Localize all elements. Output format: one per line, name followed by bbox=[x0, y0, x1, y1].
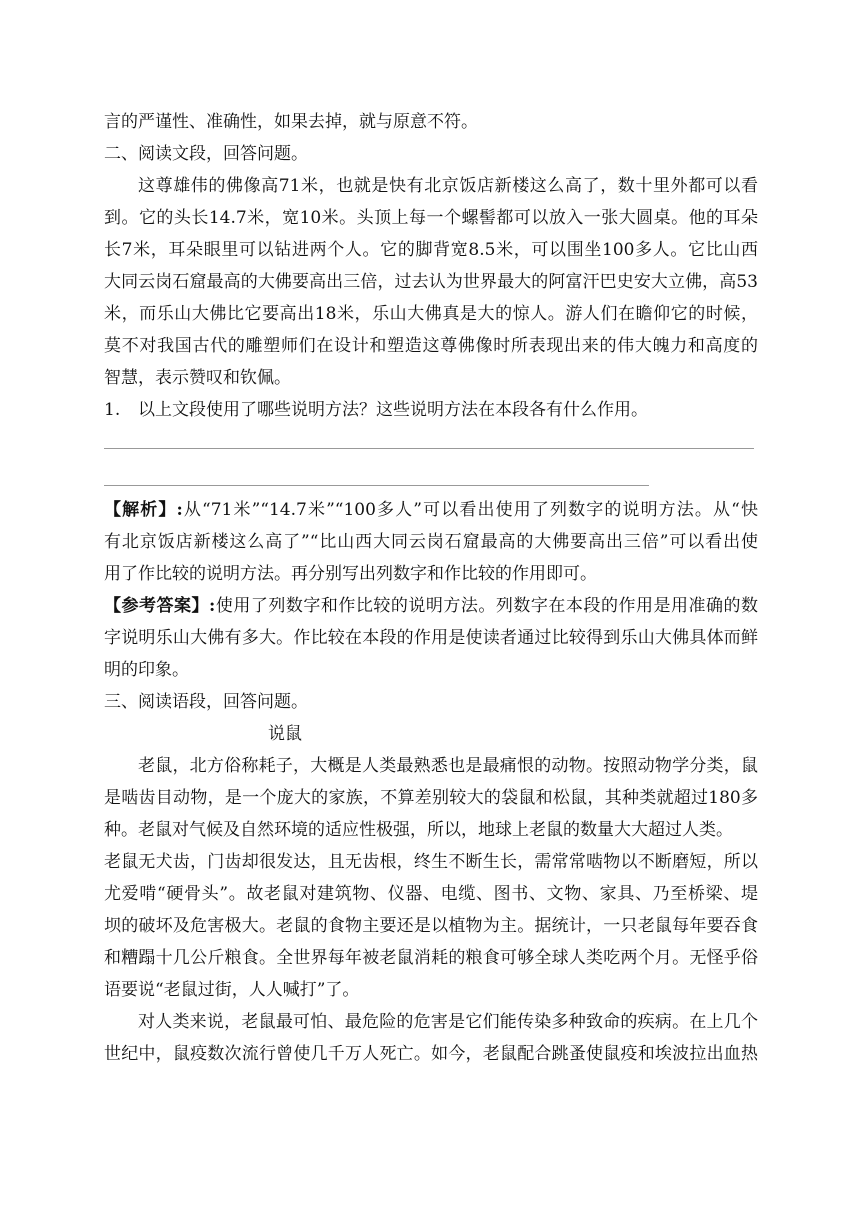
text-line: 老鼠，北方俗称耗子，大概是人类最熟悉也是最痛恨的动物。按照动物学分类，鼠 bbox=[138, 756, 758, 776]
text-line: 是啮齿目动物，是一个庞大的家族，不算差别较大的袋鼠和松鼠，其种类就超过180多 bbox=[104, 788, 758, 808]
text-line: 和糟蹋十几公斤粮食。全世界每年被老鼠消耗的粮食可够全球人类吃两个月。无怪乎俗 bbox=[104, 948, 758, 968]
section-heading: 三、阅读语段，回答问题。 bbox=[104, 692, 308, 712]
text-line: 到。它的头长14.7米，宽10米。头顶上每一个螺髻都可以放入一张大圆桌。他的耳朵 bbox=[104, 208, 758, 228]
article-paragraph bbox=[104, 750, 758, 846]
text-line: 莫不对我国古代的雕塑师们在设计和塑造这尊佛像时所表现出来的伟大魄力和高度的 bbox=[104, 336, 758, 356]
text-line: 世纪中，鼠疫数次流行曾使几千万人死亡。如今，老鼠配合跳蚤使鼠疫和埃波拉出血热 bbox=[104, 1044, 758, 1064]
answer-line[interactable] bbox=[104, 485, 649, 486]
article-paragraph bbox=[104, 1006, 758, 1070]
text-line: 字说明乐山大佛有多大。作比较在本段的作用是使读者通过比较得到乐山大佛具体而鲜 bbox=[104, 628, 758, 648]
analysis-tag: 【解析】: bbox=[104, 500, 183, 520]
text-line: 这尊雄伟的佛像高71米，也就是快有北京饭店新楼这么高了，数十里外都可以看 bbox=[138, 176, 758, 196]
text-line: 明的印象。 bbox=[104, 660, 189, 680]
text-line: 尤爱啃“硬骨头”。故老鼠对建筑物、仪器、电缆、图书、文物、家具、乃至桥梁、堤 bbox=[104, 884, 758, 904]
text-line: 【参考答案】:使用了列数字和作比较的说明方法。列数字在本段的作用是用准确的数 bbox=[104, 596, 758, 616]
section-heading: 二、阅读文段，回答问题。 bbox=[104, 144, 308, 164]
text-line: 米，而乐山大佛比它要高出18米，乐山大佛真是大的惊人。游人们在瞻仰它的时候， bbox=[104, 304, 758, 324]
document-page bbox=[104, 106, 758, 1070]
text-line: 用了作比较的说明方法。再分别写出列数字和作比较的作用即可。 bbox=[104, 564, 597, 584]
answer-block bbox=[104, 590, 758, 686]
passage-paragraph bbox=[104, 170, 758, 394]
text-line: 【解析】:从“71米”“14.7米”“100多人”可以看出使用了列数字的说明方法。从“快 bbox=[104, 500, 758, 520]
question-number: 1. bbox=[104, 400, 121, 420]
text-line: 智慧，表示赞叹和钦佩。 bbox=[104, 368, 291, 388]
text-line: 种。老鼠对气候及自然环境的适应性极强，所以，地球上老鼠的数量大大超过人类。 bbox=[104, 820, 733, 840]
text-line: 长7米，耳朵眼里可以钻进两个人。它的脚背宽8.5米，可以围坐100多人。它比山西 bbox=[104, 240, 758, 260]
answer-tag: 【参考答案】: bbox=[104, 596, 216, 616]
article-title: 说鼠 bbox=[268, 724, 302, 744]
question bbox=[104, 394, 758, 426]
text-line: 坝的破坏及危害极大。老鼠的食物主要还是以植物为主。据统计，一只老鼠每年要吞食 bbox=[104, 916, 758, 936]
text-line: 大同云岗石窟最高的大佛要高出三倍，过去认为世界最大的阿富汗巴史安大立佛，高53 bbox=[104, 272, 758, 292]
answer-line[interactable] bbox=[104, 448, 754, 449]
question-text: 以上文段使用了哪些说明方法？这些说明方法在本段各有什么作用。 bbox=[138, 400, 648, 420]
text-line: 语要说“老鼠过街，人人喊打”了。 bbox=[104, 980, 360, 1000]
text-line: 对人类来说，老鼠最可怕、最危险的危害是它们能传染多种致命的疾病。在上几个 bbox=[138, 1012, 758, 1032]
text-line: 老鼠无犬齿，门齿却很发达，且无齿根，终生不断生长，需常常啮物以不断磨短，所以 bbox=[104, 852, 758, 872]
text-line: 言的严谨性、准确性，如果去掉，就与原意不符。 bbox=[104, 112, 478, 132]
analysis-block bbox=[104, 494, 758, 590]
text-line: 有北京饭店新楼这么高了”“比山西大同云岗石窟最高的大佛要高出三倍”可以看出使 bbox=[104, 532, 758, 552]
article-paragraph bbox=[104, 846, 758, 1006]
